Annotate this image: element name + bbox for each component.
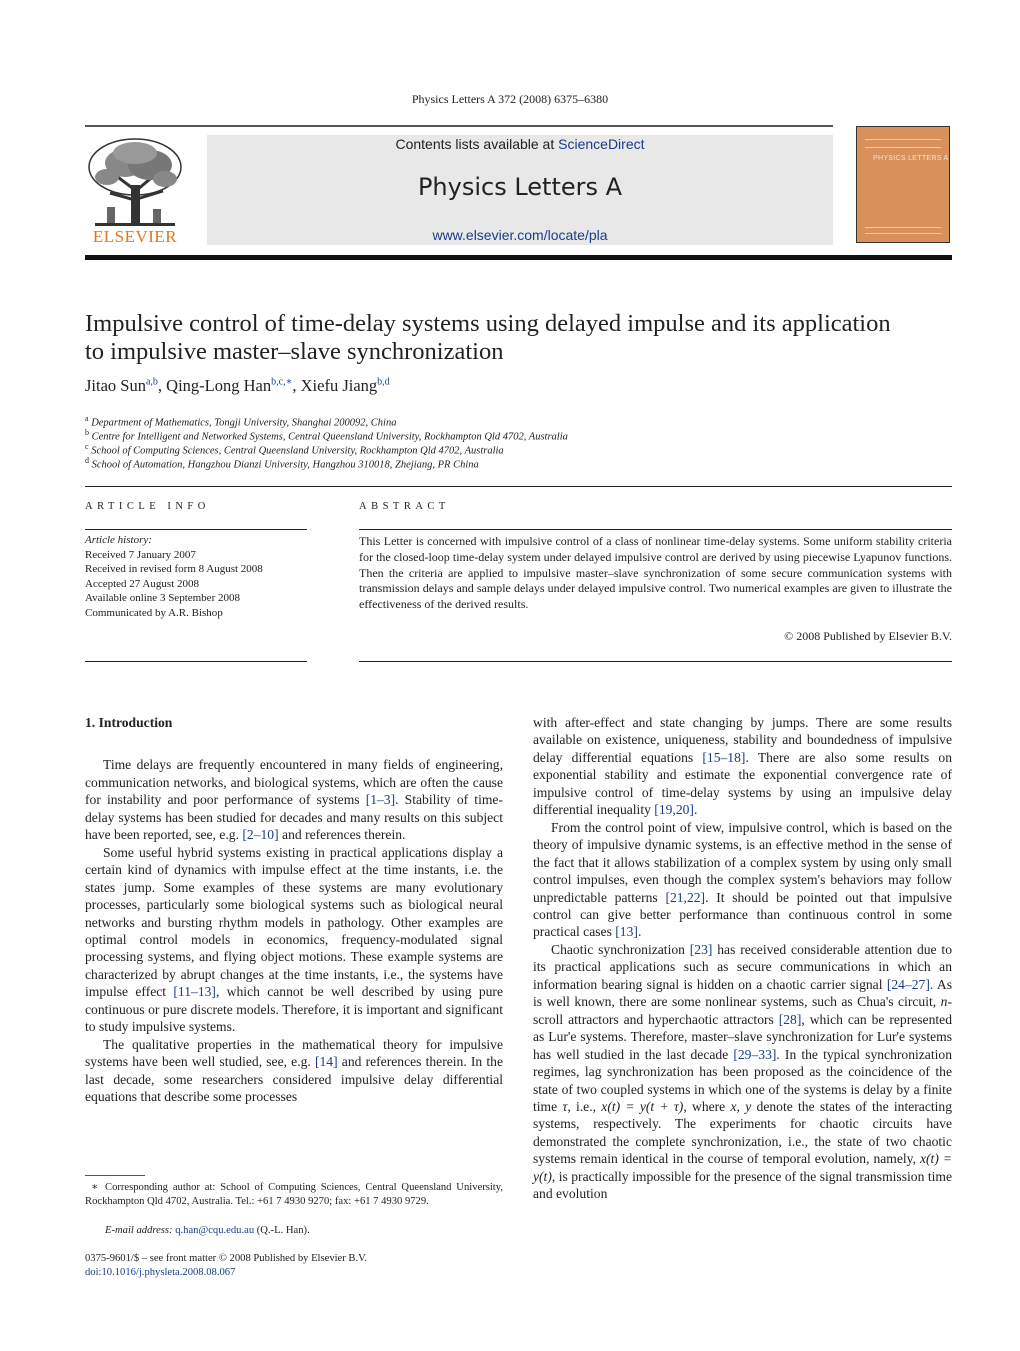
cover-line [865, 227, 941, 228]
history-label: Article history: [85, 534, 152, 546]
front-matter [85, 1252, 367, 1280]
math: x(t) = y(t) [533, 1151, 953, 1184]
header-rule [85, 125, 833, 127]
divider [85, 486, 952, 487]
divider [85, 529, 307, 530]
text: , is practically impossible for the presence of the signal transmission time and evolution [533, 1168, 952, 1202]
affil-marker: b [85, 428, 89, 437]
text: . In the typical synchronization regimes, lag synchronization has been proposed as the coincidence of the state of two coupled systems in which one of the systems is delay by a finite time [533, 1046, 952, 1114]
footnote-rule [85, 1175, 145, 1176]
citation-link[interactable]: [1–3] [365, 792, 396, 808]
affil-text: Department of Mathematics, Tongji University, Shanghai 200092, China [91, 417, 397, 429]
history-line: Available online 3 September 2008 [85, 592, 240, 604]
affiliation [85, 454, 479, 473]
history-line: Received in revised form 8 August 2008 [85, 563, 263, 575]
citation-link[interactable]: [14] [314, 1054, 338, 1070]
affil-marker: d [85, 456, 89, 465]
author-separator: , [292, 376, 301, 395]
text: . There are also some results on exponential stability and estimate the exponential convergence rate of impulsive control of time-delay systems by using an impulsive delay differential inequality [533, 749, 952, 818]
contents-prefix: Contents lists available at [395, 136, 555, 152]
math: τ [562, 1098, 568, 1114]
text: , which cannot be well described by using pure continuous or pure discrete models. Therefore, it is important and significant to study impulsive systems. [85, 984, 503, 1035]
contents-line [207, 135, 833, 153]
text: . It should be pointed out that impulsive control can give better performance than continuous control in some practical cases [533, 889, 952, 940]
sciencedirect-link[interactable]: ScienceDirect [558, 136, 645, 152]
abstract-text: This Letter is concerned with impulsive control of a class of nonlinear time-delay systems. Some uniform stability criteria for the closed-loop time-delay system under delayed impulsive control are derived by using piecewise Lyapunov functions. Then the criteria are applied to impulsive master–slave synchronization of some secure communication systems with transmission delays and sample delays under delayed impulsive control. Two numerical examples are given to illustrate the effectiveness of the derived results. [359, 534, 952, 612]
elsevier-wordmark: ELSEVIER [92, 227, 178, 246]
title-line-1: Impulsive control of time-delay systems using delayed impulse and its application [85, 310, 891, 337]
history-line: Accepted 27 August 2008 [85, 577, 199, 590]
cover-line [865, 139, 941, 140]
history-line: Communicated by A.R. Bishop [85, 606, 223, 619]
elsevier-logo [85, 135, 185, 245]
text: The qualitative properties in the mathematical theory for impulsive systems have been well studied, see, e.g. [85, 1036, 503, 1070]
footnote-email [85, 1224, 503, 1238]
text: -scroll attractors and hyperchaotic attractors [533, 994, 952, 1027]
journal-title: Physics Letters A [417, 173, 623, 201]
citation-link[interactable]: [29–33] [733, 1046, 777, 1062]
journal-banner [207, 135, 833, 245]
citation-link[interactable]: [21,22] [665, 889, 706, 905]
text: , where [683, 1098, 731, 1114]
journal-url-link[interactable]: www.elsevier.com/locate/pla [432, 227, 608, 243]
email-suffix: (Q.-L. Han). [256, 1225, 310, 1236]
author-separator: , [157, 376, 167, 395]
math: n [940, 994, 948, 1010]
author-affil-link[interactable]: b,d [377, 376, 390, 388]
text: . As is well known, there are some nonlinear systems, such as Chua's circuit, [533, 976, 953, 1010]
issn-line: 0375-9601/$ – see front matter © 2008 Published by Elsevier B.V. [85, 1253, 368, 1264]
footnote [85, 1181, 503, 1209]
author-affil-link[interactable]: a,b [145, 376, 158, 388]
text: with after-effect and state changing by jumps. There are some results available on existence, uniqueness, stability and boundedness of impulsive delay differential equations [533, 715, 952, 765]
author-list [85, 376, 390, 396]
cover-line [865, 147, 941, 148]
affil-marker: c [85, 442, 89, 451]
journal-cover [856, 126, 950, 243]
paragraph [85, 1036, 503, 1106]
citation-link[interactable]: [2–10] [242, 827, 279, 843]
divider [85, 661, 307, 662]
divider [359, 529, 952, 530]
journal-reference: Physics Letters A 372 (2008) 6375–6380 [411, 92, 609, 106]
title-line-2: to impulsive master–slave synchronization [85, 338, 504, 365]
affil-marker: a [85, 414, 89, 423]
header-thick-rule [85, 255, 952, 260]
citation-link[interactable]: [11–13] [173, 984, 216, 1000]
author-name: Qing-Long Han [166, 376, 272, 395]
text: . Stability of time-delay systems has been studied for decades and many results on this subject have been reported, see, e.g. [85, 792, 503, 843]
paragraph [85, 844, 503, 1036]
text: Chaotic synchronization [551, 941, 690, 957]
text: Time delays are frequently encountered in many fields of engineering, communication networks, and biological systems, which are often the cause for instability and poor performance of systems [85, 757, 503, 808]
paragraph [533, 714, 952, 819]
text: , i.e., [567, 1098, 602, 1114]
history-line: Received 7 January 2007 [85, 548, 196, 561]
paragraph [533, 941, 952, 1203]
text: denote the states of the interacting systems, respectively. The experiments for chaotic circuits have demonstrated the complete synchronization, i.e., the state of two chaotic systems remain identical in the course of temporal evolution, namely, [533, 1098, 953, 1167]
math: x, y [730, 1098, 752, 1114]
email-label: E-mail address: [105, 1225, 173, 1236]
citation-link[interactable]: [19,20] [654, 802, 694, 818]
text: and references therein. In the last decade, some researchers considered impulsive delay differential equations that describe some processes [85, 1054, 503, 1105]
footnote-marker: ∗ [91, 1182, 99, 1193]
citation-link[interactable]: [24–27] [886, 976, 930, 992]
footnote-text: Corresponding author at: School of Computing Sciences, Central Queensland University, Rockhampton Qld 4702, Australia. Tel.: +61 7 4930 9270; fax: +61 7 4930 9729. [85, 1182, 503, 1207]
abstract-copyright: © 2008 Published by Elsevier B.V. [784, 629, 952, 643]
doi-link[interactable]: doi:10.1016/j.physleta.2008.08.067 [85, 1267, 236, 1278]
citation-link[interactable]: [13] [615, 924, 638, 940]
cover-title: PHYSICS LETTERS A [873, 155, 949, 162]
citation-link[interactable]: [15–18] [702, 749, 746, 765]
affil-text: School of Computing Sciences, Central Queensland University, Rockhampton Qld 4702, Australia [91, 445, 504, 457]
affil-text: Centre for Intelligent and Networked Systems, Central Queensland University, Rockhampton Qld 4702, Australia [91, 431, 568, 443]
math: x(t) = y(t + τ) [601, 1098, 684, 1114]
text: . [693, 802, 698, 818]
author-name: Jitao Sun [85, 376, 146, 395]
text: , which can be represented as Lur'e systems. Therefore, master–slave synchronization for Lur'e systems has well studied in the last decade [533, 1011, 952, 1062]
article-info-heading: ARTICLE INFO [85, 501, 210, 512]
author-name: Xiefu Jiang [300, 376, 378, 395]
paragraph [85, 756, 503, 843]
text: and references therein. [278, 827, 406, 843]
left-column [85, 714, 503, 1106]
paragraph [533, 819, 952, 941]
section-heading: 1. Introduction [85, 715, 173, 730]
divider [359, 661, 952, 662]
text: has received considerable attention due to its practical applications such as secure communications in which an information bearing signal is hidden on a chaotic carrier signal [533, 941, 952, 992]
author-affil-link[interactable]: b,c,∗ [271, 376, 293, 388]
cover-line [865, 233, 941, 234]
citation-link[interactable]: [28] [778, 1011, 802, 1027]
text: . [637, 924, 642, 940]
affil-text: School of Automation, Hangzhou Dianzi University, Hangzhou 310018, Zhejiang, PR China [91, 459, 479, 471]
email-link[interactable]: q.han@cqu.edu.au [175, 1225, 255, 1236]
right-column [533, 714, 952, 1203]
article-history [85, 533, 263, 620]
paper-title [85, 310, 955, 366]
citation-link[interactable]: [23] [689, 941, 713, 957]
text: From the control point of view, impulsive control, which is based on the theory of impulsive dynamic systems, is an effective method in the sense of the fact that it allows stabilization of a complex system by using only small control impulses, even though the complex system's behaviors may follow unpredictable patterns [533, 819, 952, 905]
text: Some useful hybrid systems existing in practical applications display a certain kind of dynamics with impulse effect at the time instants, i.e. the states jump. Some examples of these systems are many evolutionary processes, particularly some biological systems such as biological neural networks and bursting rhythm models in pathology. Other examples are optimal control models in economics, frequency-modulated signal processing systems, and flying object motions. These example systems are characterized by abrupt changes at the time instants, i.e., the systems have impulse effect [85, 844, 503, 1000]
abstract-heading: ABSTRACT [359, 501, 450, 512]
